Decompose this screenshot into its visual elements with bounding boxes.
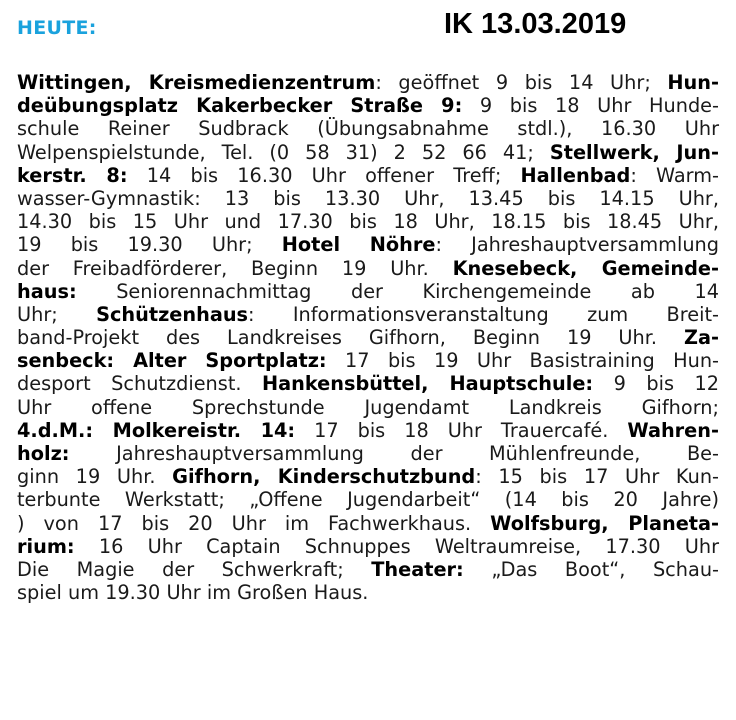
body-text-run: 9 bis 12	[593, 372, 719, 396]
body-text-run: ginn 19 Uhr.	[17, 465, 173, 489]
text-line	[17, 372, 719, 395]
bold-location-text: Hotel Nöhre	[281, 233, 436, 257]
bold-location-text: Wolfsburg, Planeta-	[490, 511, 720, 535]
text-line	[17, 117, 719, 140]
body-text-run: spiel um 19.30 Uhr im Großen Haus.	[17, 581, 369, 605]
bold-location-text: Wahren-	[627, 418, 719, 442]
bold-location-text: Knesebeck, Gemeinde-	[452, 256, 719, 280]
body-text-run: 14.30 bis 15 Uhr und 17.30 bis 18 Uhr, 18.15 bis 18.45 Uhr,	[17, 210, 719, 234]
body-text-run: Uhr offene Sprechstunde Jugendamt Landkreis Gifhorn;	[17, 395, 719, 419]
bold-location-text: deübungsplatz Kakerbecker Straße 9:	[17, 94, 463, 118]
body-text-run: Uhr;	[17, 302, 97, 326]
body-text-run: : Jahreshauptversammlung	[435, 233, 720, 257]
text-line	[17, 465, 719, 488]
body-text-run: 14 bis 16.30 Uhr offener Treff;	[127, 163, 521, 187]
text-line	[17, 326, 719, 349]
body-text-run: : 15 bis 17 Uhr Kun-	[475, 465, 719, 489]
body-text-run: terbunte Werkstatt; „Offene Jugendarbeit“ (14 bis 20 Jahre)	[17, 488, 719, 512]
bold-location-text: Stellwerk, Jun-	[549, 140, 719, 164]
body-text-run: : geöffnet 9 bis 14 Uhr;	[375, 71, 668, 94]
body-text-run: Die Magie der Schwerkraft;	[17, 557, 372, 581]
body-text-run: 9 bis 18 Uhr Hunde-	[462, 94, 719, 118]
text-line	[17, 581, 719, 604]
text-line	[17, 141, 719, 164]
text-line	[17, 349, 719, 372]
bold-location-text: kerstr. 8:	[17, 163, 128, 187]
bold-location-text: rium:	[17, 534, 75, 558]
body-text-run: 16 Uhr Captain Schnuppes Weltraumreise, 17.30 Uhr	[74, 534, 719, 558]
body-text-run: 17 bis 18 Uhr Trauercafé.	[295, 418, 628, 442]
text-line	[17, 558, 719, 581]
text-line	[17, 303, 719, 326]
text-line	[17, 280, 719, 303]
text-line	[17, 94, 719, 117]
bold-location-text: haus:	[17, 279, 77, 303]
text-line	[17, 512, 719, 535]
text-line	[17, 442, 719, 465]
body-text-run: 17 bis 19 Uhr Basistraining Hun-	[326, 349, 720, 373]
text-line	[17, 187, 719, 210]
body-text-run: : Warm-	[630, 163, 719, 187]
text-line	[17, 488, 719, 511]
bold-location-text: 4.d.M.: Molkereistr. 14:	[17, 418, 296, 442]
body-text-run: „Das Boot“, Schau-	[463, 557, 719, 581]
text-line	[17, 71, 719, 94]
body-text-run: schule Reiner Sudbrack (Übungsabnahme stdl.), 16.30 Uhr	[17, 117, 719, 141]
body-text-run: Seniorennachmittag der Kirchengemeinde ab 14	[76, 279, 719, 303]
body-text-run: desport Schutzdienst.	[17, 372, 262, 396]
bold-location-text: Theater:	[371, 557, 464, 581]
body-text-run: 19 bis 19.30 Uhr;	[17, 233, 282, 257]
bold-location-text: Za-	[684, 326, 719, 350]
bold-location-text: senbeck: Alter Sportplatz:	[17, 349, 327, 373]
bold-location-text: holz:	[17, 442, 70, 465]
text-line	[17, 233, 719, 256]
event-listing	[17, 71, 719, 604]
bold-location-text: Gifhorn, Kinderschutzbund	[172, 465, 476, 489]
text-line	[17, 396, 719, 419]
text-line	[17, 257, 719, 280]
text-line	[17, 164, 719, 187]
bold-location-text: Hankensbüttel, Hauptschule:	[262, 372, 594, 396]
body-text-run: Welpenspielstunde, Tel. (0 58 31) 2 52 66 41;	[17, 140, 550, 164]
bold-location-text: Hun-	[667, 71, 720, 94]
body-text-run: ) von 17 bis 20 Uhr im Fachwerkhaus.	[17, 511, 491, 535]
section-heading: HEUTE:	[17, 17, 97, 39]
body-text-run: band-Projekt des Landkreises Gifhorn, Beginn 19 Uhr.	[17, 326, 684, 350]
body-text-run: der Freibadförderer, Beginn 19 Uhr.	[17, 256, 453, 280]
publication-date: IK 13.03.2019	[444, 8, 627, 40]
body-text-run: wasser-Gymnastik: 13 bis 13.30 Uhr, 13.45 bis 14.15 Uhr,	[17, 186, 719, 210]
text-line	[17, 535, 719, 558]
bold-location-text: Wittingen, Kreismedienzentrum	[17, 71, 376, 94]
bold-location-text: Schützenhaus	[96, 302, 249, 326]
body-text-run: Jahreshauptversammlung der Mühlenfreunde, Be-	[69, 442, 719, 465]
bold-location-text: Hallenbad	[520, 163, 631, 187]
text-line	[17, 419, 719, 442]
body-text-run: : Informationsveranstaltung zum Breit-	[248, 302, 719, 326]
text-line	[17, 210, 719, 233]
